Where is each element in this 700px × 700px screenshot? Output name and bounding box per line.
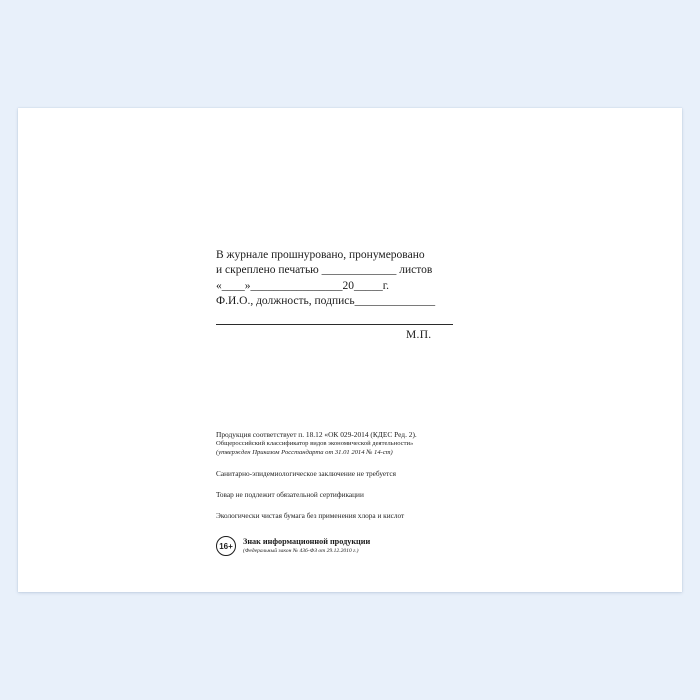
legal-paragraph-3: Экологически чистая бумага без применения хлора и кислот xyxy=(216,510,405,520)
age-rating-badge xyxy=(216,536,370,556)
age-rating-text xyxy=(243,537,370,555)
legal-line-3: (утвержден Приказом Росстандарта от 31.01 2014 № 14-ст) xyxy=(216,449,393,457)
certification-line-4: Ф.И.О., должность, подпись______________ xyxy=(216,295,436,308)
certification-line-2: и скреплено печатью _____________ листов xyxy=(216,264,433,277)
certification-block xyxy=(216,248,476,325)
legal-line-2: Общероссийский классификатор видов экономической деятельности» xyxy=(216,440,414,448)
page-content xyxy=(18,108,682,592)
certification-line-1: В журнале прошнуровано, пронумеровано xyxy=(216,249,425,261)
age-rating-title: Знак информационной продукции xyxy=(243,537,371,546)
age-rating-icon: 16+ xyxy=(216,536,236,556)
certification-line-3: «____»________________20_____г. xyxy=(216,279,390,292)
legal-line-1: Продукция соответствует п. 18.12 «ОК 029-2014 (КДЕС Ред. 2). xyxy=(216,430,417,439)
age-rating-subtitle: (Федеральный закон № 436-ФЗ от 29.12.2010 г.) xyxy=(243,548,359,554)
legal-block xyxy=(216,430,516,521)
legal-paragraph-1: Санитарно-эпидемиологическое заключение не требуется xyxy=(216,468,397,478)
document-page xyxy=(18,108,682,592)
certification-signature-rule xyxy=(216,311,453,325)
legal-paragraph-2: Товар не подлежит обязательной сертификации xyxy=(216,489,364,499)
seal-mark: М.П. xyxy=(406,329,432,341)
